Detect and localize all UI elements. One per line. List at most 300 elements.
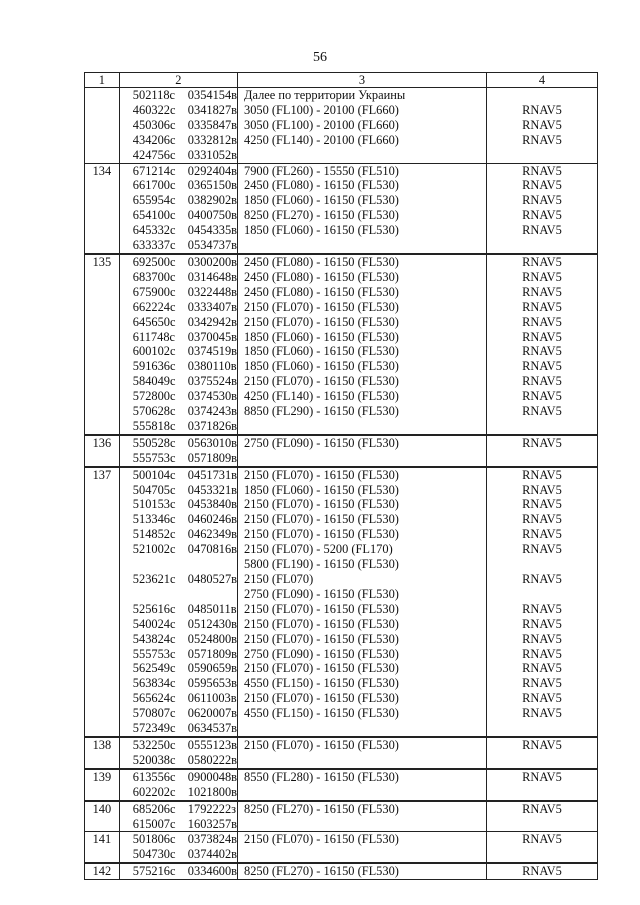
flight-level-cell: 4550 (FL150) - 16150 (FL530) (238, 676, 487, 691)
coordinates-cell (119, 527, 237, 542)
coordinates-cell (119, 497, 237, 512)
coordinates-cell (119, 344, 237, 359)
table-row (85, 359, 598, 374)
table-row (85, 88, 598, 103)
coordinates-cell (119, 435, 237, 451)
flight-level-cell: 8250 (FL270) - 16150 (FL530) (238, 863, 487, 879)
flight-level-cell (238, 847, 487, 863)
latitude: 460322с (132, 102, 176, 117)
coordinates-cell (119, 542, 237, 557)
route-number-cell (85, 512, 120, 527)
latitude: 600102с (132, 344, 176, 359)
coordinates-cell (119, 847, 237, 863)
nav-spec-cell: RNAV5 (486, 737, 597, 753)
longitude: 0451731в (187, 467, 238, 482)
coordinates-cell (119, 133, 237, 148)
table-row (85, 753, 598, 769)
latitude: 611748с (132, 329, 176, 344)
table-row (85, 467, 598, 483)
table-row (85, 661, 598, 676)
nav-spec-cell: RNAV5 (486, 404, 597, 419)
nav-spec-cell: RNAV5 (486, 359, 597, 374)
latitude: 450306с (132, 117, 176, 132)
table-row (85, 419, 598, 435)
route-number-cell: 140 (85, 801, 120, 817)
coordinates-cell (119, 512, 237, 527)
flight-level-cell: 4550 (FL150) - 16150 (FL530) (238, 706, 487, 721)
longitude: 0634537в (187, 721, 238, 736)
nav-spec-cell: RNAV5 (486, 483, 597, 498)
latitude: 675900с (132, 284, 176, 299)
route-number-cell: 141 (85, 832, 120, 847)
route-number-cell (85, 451, 120, 467)
latitude: 500104с (132, 467, 176, 482)
header-col-3: 3 (238, 73, 487, 88)
nav-spec-cell: RNAV5 (486, 330, 597, 345)
latitude: 555818с (132, 418, 176, 433)
route-number-cell: 134 (85, 163, 120, 178)
coordinates-cell (119, 208, 237, 223)
longitude: 0400750в (187, 208, 238, 223)
route-number-cell (85, 632, 120, 647)
flight-level-cell: 2750 (FL090) - 16150 (FL530) (238, 435, 487, 451)
flight-level-cell: 1850 (FL060) - 16150 (FL530) (238, 330, 487, 345)
latitude: 434206с (132, 132, 176, 147)
flight-level-cell (238, 721, 487, 737)
longitude: 0373824в (187, 832, 238, 847)
longitude: 0620007в (187, 706, 238, 721)
route-number-cell (85, 602, 120, 617)
flight-level-cell: 8550 (FL280) - 16150 (FL530) (238, 769, 487, 785)
nav-spec-cell: RNAV5 (486, 572, 597, 587)
table-row (85, 785, 598, 801)
table-row (85, 404, 598, 419)
flight-level-cell: 1850 (FL060) - 16150 (FL530) (238, 483, 487, 498)
longitude: 0555123в (187, 737, 238, 752)
nav-spec-cell: RNAV5 (486, 193, 597, 208)
coordinates-cell (119, 632, 237, 647)
nav-spec-cell: RNAV5 (486, 103, 597, 118)
longitude: 0460246в (187, 512, 238, 527)
nav-spec-cell: RNAV5 (486, 769, 597, 785)
coordinates-cell (119, 801, 237, 817)
table-row (85, 451, 598, 467)
longitude: 0470816в (187, 542, 238, 557)
header-col-1: 1 (85, 73, 120, 88)
flight-level-cell: 4250 (FL140) - 16150 (FL530) (238, 389, 487, 404)
table-row (85, 647, 598, 662)
latitude: 520038с (132, 752, 176, 767)
nav-spec-cell: RNAV5 (486, 602, 597, 617)
flight-level-cell: 1850 (FL060) - 16150 (FL530) (238, 344, 487, 359)
longitude: 0524800в (187, 631, 238, 646)
flight-level-cell: 2150 (FL070) - 16150 (FL530) (238, 632, 487, 647)
nav-spec-cell: RNAV5 (486, 133, 597, 148)
latitude: 692500с (132, 254, 176, 269)
coordinates-cell (119, 389, 237, 404)
coordinates-cell (119, 374, 237, 389)
flight-level-cell: 2150 (FL070) - 16150 (FL530) (238, 661, 487, 676)
longitude: 0590659в (187, 661, 238, 676)
longitude: 0341827в (187, 102, 238, 117)
coordinates-cell (119, 785, 237, 801)
latitude: 591636с (132, 359, 176, 374)
route-number-cell (85, 497, 120, 512)
latitude: 424756с (132, 147, 176, 162)
table-row (85, 163, 598, 178)
coordinates-cell (119, 467, 237, 483)
nav-spec-cell (486, 817, 597, 832)
coordinates-cell (119, 753, 237, 769)
longitude: 0453321в (187, 482, 238, 497)
header-col-4: 4 (486, 73, 597, 88)
route-number-cell: 136 (85, 435, 120, 451)
table-body (85, 88, 598, 880)
flight-level-cell: 1850 (FL060) - 16150 (FL530) (238, 359, 487, 374)
longitude: 0380110в (187, 359, 237, 374)
coordinates-cell (119, 419, 237, 435)
table-row (85, 148, 598, 163)
coordinates-cell (119, 223, 237, 238)
flight-level-cell: 7900 (FL260) - 15550 (FL510) (238, 163, 487, 178)
flight-level-cell: 3050 (FL100) - 20100 (FL660) (238, 118, 487, 133)
coordinates-cell (119, 769, 237, 785)
flight-level-cell (238, 785, 487, 801)
route-number-cell (85, 753, 120, 769)
flight-level-cell: 4250 (FL140) - 20100 (FL660) (238, 133, 487, 148)
longitude: 0371826в (187, 418, 238, 433)
route-number-cell (85, 647, 120, 662)
flight-level-cell: 8850 (FL290) - 16150 (FL530) (238, 404, 487, 419)
latitude: 504705с (132, 482, 176, 497)
latitude: 615007с (132, 816, 176, 831)
flight-level-cell (238, 238, 487, 254)
flight-level-cell: 1850 (FL060) - 16150 (FL530) (238, 223, 487, 238)
longitude: 0382902в (187, 193, 238, 208)
table-row (85, 617, 598, 632)
latitude: 501806с (132, 832, 176, 847)
latitude: 662224с (132, 299, 176, 314)
table-row (85, 285, 598, 300)
longitude: 0332812в (187, 132, 238, 147)
coordinates-cell (119, 737, 237, 753)
latitude: 550528с (132, 435, 176, 450)
coordinates-cell (119, 451, 237, 467)
longitude: 1021800в (187, 784, 238, 799)
nav-spec-cell (486, 785, 597, 801)
table-row (85, 223, 598, 238)
nav-spec-cell: RNAV5 (486, 542, 597, 557)
route-number-cell (85, 706, 120, 721)
table-row (85, 389, 598, 404)
flight-level-cell: 2150 (FL070) (238, 572, 487, 587)
coordinates-cell (119, 103, 237, 118)
nav-spec-cell: RNAV5 (486, 315, 597, 330)
latitude: 563834с (132, 676, 176, 691)
table-row (85, 632, 598, 647)
route-number-cell (85, 404, 120, 419)
route-number-cell (85, 557, 120, 572)
route-number-cell: 138 (85, 737, 120, 753)
table-row (85, 270, 598, 285)
flight-level-cell: 2750 (FL090) - 16150 (FL530) (238, 587, 487, 602)
latitude: 645332с (132, 223, 176, 238)
coordinates-cell (119, 832, 237, 847)
longitude: 0374530в (187, 389, 238, 404)
flight-level-cell: 3050 (FL100) - 20100 (FL660) (238, 103, 487, 118)
route-number-cell (85, 374, 120, 389)
route-number-cell (85, 661, 120, 676)
longitude: 1603257в (187, 816, 238, 831)
latitude: 685206с (132, 801, 176, 816)
route-number-cell (85, 483, 120, 498)
coordinates-cell (119, 330, 237, 345)
nav-spec-cell: RNAV5 (486, 178, 597, 193)
header-col-2: 2 (119, 73, 237, 88)
longitude: 0900048в (187, 769, 238, 784)
flight-level-cell (238, 753, 487, 769)
route-number-cell: 135 (85, 254, 120, 270)
longitude: 0534737в (187, 238, 238, 253)
flight-level-cell: 2150 (FL070) - 16150 (FL530) (238, 602, 487, 617)
flight-level-cell (238, 817, 487, 832)
route-number-cell (85, 148, 120, 163)
route-number-cell (85, 721, 120, 737)
latitude: 633337с (132, 238, 176, 253)
coordinates-cell (119, 88, 237, 103)
table-row (85, 254, 598, 270)
route-number-cell (85, 103, 120, 118)
coordinates-cell (119, 676, 237, 691)
table-row (85, 847, 598, 863)
flight-level-cell: 5800 (FL190) - 16150 (FL530) (238, 557, 487, 572)
route-number-cell (85, 300, 120, 315)
longitude: 0374243в (187, 404, 238, 419)
nav-spec-cell: RNAV5 (486, 691, 597, 706)
latitude: 602202с (132, 784, 176, 799)
coordinates-cell (119, 404, 237, 419)
flight-level-cell: 2150 (FL070) - 16150 (FL530) (238, 737, 487, 753)
flight-level-cell: Далее по территории Украины (238, 88, 487, 103)
route-number-cell (85, 223, 120, 238)
nav-spec-cell: RNAV5 (486, 285, 597, 300)
table-row (85, 769, 598, 785)
route-number-cell (85, 542, 120, 557)
table-row (85, 706, 598, 721)
nav-spec-cell: RNAV5 (486, 512, 597, 527)
nav-spec-cell: RNAV5 (486, 661, 597, 676)
latitude: 525616с (132, 601, 176, 616)
longitude: 0512430в (187, 616, 238, 631)
table-row (85, 133, 598, 148)
longitude: 0571809в (187, 450, 238, 465)
table-row (85, 557, 598, 572)
table-row (85, 483, 598, 498)
route-number-cell (85, 118, 120, 133)
route-number-cell (85, 572, 120, 587)
table-row (85, 572, 598, 587)
route-number-cell (85, 847, 120, 863)
longitude: 0374402в (187, 847, 238, 862)
coordinates-cell (119, 617, 237, 632)
longitude: 0454335в (187, 223, 238, 238)
nav-spec-cell: RNAV5 (486, 208, 597, 223)
longitude: 1792222з (187, 801, 237, 816)
nav-spec-cell: RNAV5 (486, 706, 597, 721)
coordinates-cell (119, 817, 237, 832)
flight-level-cell: 2150 (FL070) - 16150 (FL530) (238, 315, 487, 330)
coordinates-cell (119, 661, 237, 676)
route-number-cell (85, 133, 120, 148)
flight-level-cell: 8250 (FL270) - 16150 (FL530) (238, 801, 487, 817)
route-number-cell (85, 315, 120, 330)
table-row (85, 315, 598, 330)
latitude: 521002с (132, 542, 176, 557)
nav-spec-cell: RNAV5 (486, 467, 597, 483)
page-number: 56 (313, 50, 327, 65)
nav-spec-cell (486, 88, 597, 103)
latitude: 565624с (132, 691, 176, 706)
nav-spec-cell: RNAV5 (486, 254, 597, 270)
table-row (85, 238, 598, 254)
table-header-row (85, 73, 598, 88)
nav-spec-cell (486, 238, 597, 254)
route-number-cell (85, 285, 120, 300)
nav-spec-cell (486, 721, 597, 737)
coordinates-cell (119, 178, 237, 193)
coordinates-cell (119, 148, 237, 163)
latitude: 645650с (132, 314, 176, 329)
nav-spec-cell: RNAV5 (486, 832, 597, 847)
coordinates-cell (119, 691, 237, 706)
table-row (85, 691, 598, 706)
route-number-cell (85, 785, 120, 801)
route-number-cell (85, 419, 120, 435)
nav-spec-cell: RNAV5 (486, 647, 597, 662)
table-row (85, 587, 598, 602)
latitude: 570807с (132, 706, 176, 721)
nav-spec-cell: RNAV5 (486, 435, 597, 451)
table-row (85, 435, 598, 451)
latitude: 655954с (132, 193, 176, 208)
latitude: 584049с (132, 374, 176, 389)
longitude: 0365150в (187, 178, 238, 193)
longitude: 0354154в (187, 88, 238, 102)
nav-spec-cell: RNAV5 (486, 270, 597, 285)
flight-level-cell: 2450 (FL080) - 16150 (FL530) (238, 254, 487, 270)
route-number-cell (85, 389, 120, 404)
route-number-cell: 137 (85, 467, 120, 483)
latitude: 504730с (132, 847, 176, 862)
longitude: 0335847в (187, 117, 238, 132)
route-number-cell (85, 587, 120, 602)
route-number-cell (85, 238, 120, 254)
coordinates-cell (119, 572, 237, 587)
table-row (85, 208, 598, 223)
table-row (85, 863, 598, 879)
longitude: 0300200в (187, 254, 238, 269)
nav-spec-cell (486, 148, 597, 163)
coordinates-cell (119, 254, 237, 270)
latitude: 543824с (132, 631, 176, 646)
latitude: 661700с (132, 178, 176, 193)
table-row (85, 801, 598, 817)
latitude: 532250с (132, 737, 176, 752)
table-row (85, 737, 598, 753)
route-number-cell (85, 617, 120, 632)
longitude: 0331052в (187, 147, 238, 162)
flight-level-cell: 2150 (FL070) - 16150 (FL530) (238, 527, 487, 542)
longitude: 0595653в (187, 676, 238, 691)
longitude: 0370045в (187, 329, 238, 344)
route-number-cell (85, 178, 120, 193)
flight-level-cell: 2150 (FL070) - 16150 (FL530) (238, 300, 487, 315)
nav-spec-cell (486, 847, 597, 863)
route-number-cell: 139 (85, 769, 120, 785)
route-number-cell (85, 527, 120, 542)
latitude: 570628с (132, 404, 176, 419)
table-row (85, 118, 598, 133)
table-row (85, 542, 598, 557)
coordinates-cell (119, 163, 237, 178)
nav-spec-cell: RNAV5 (486, 676, 597, 691)
coordinates-cell (119, 587, 237, 602)
flight-level-cell: 8250 (FL270) - 16150 (FL530) (238, 208, 487, 223)
longitude: 0480527в (187, 572, 238, 586)
flight-level-cell: 2150 (FL070) - 16150 (FL530) (238, 832, 487, 847)
flight-level-cell: 1850 (FL060) - 16150 (FL530) (238, 193, 487, 208)
nav-spec-cell: RNAV5 (486, 118, 597, 133)
table-row (85, 497, 598, 512)
longitude: 0453840в (187, 497, 238, 512)
route-number-cell (85, 344, 120, 359)
latitude: 540024с (132, 616, 176, 631)
table-row (85, 676, 598, 691)
flight-level-cell: 2150 (FL070) - 5200 (FL170) (238, 542, 487, 557)
flight-level-cell (238, 148, 487, 163)
table-row (85, 300, 598, 315)
table-row (85, 103, 598, 118)
coordinates-cell (119, 647, 237, 662)
longitude: 0611003в (187, 691, 237, 706)
longitude: 0374519в (187, 344, 238, 359)
nav-spec-cell: RNAV5 (486, 223, 597, 238)
coordinates-cell (119, 270, 237, 285)
nav-spec-cell: RNAV5 (486, 617, 597, 632)
table-row (85, 817, 598, 832)
table-row (85, 527, 598, 542)
flight-level-cell: 2450 (FL080) - 16150 (FL530) (238, 178, 487, 193)
coordinates-cell (119, 118, 237, 133)
nav-spec-cell: RNAV5 (486, 163, 597, 178)
flight-level-cell: 2150 (FL070) - 16150 (FL530) (238, 374, 487, 389)
coordinates-cell (119, 483, 237, 498)
latitude: 555753с (132, 450, 176, 465)
flight-level-cell (238, 451, 487, 467)
flight-level-cell: 2150 (FL070) - 16150 (FL530) (238, 617, 487, 632)
nav-spec-cell: RNAV5 (486, 632, 597, 647)
coordinates-cell (119, 863, 237, 879)
route-number-cell (85, 359, 120, 374)
coordinates-cell (119, 602, 237, 617)
route-number-cell (85, 817, 120, 832)
nav-spec-cell (486, 557, 597, 572)
coordinates-cell (119, 721, 237, 737)
latitude: 502118с (132, 88, 176, 102)
route-number-cell (85, 88, 120, 103)
table-row (85, 374, 598, 389)
route-number-cell (85, 193, 120, 208)
